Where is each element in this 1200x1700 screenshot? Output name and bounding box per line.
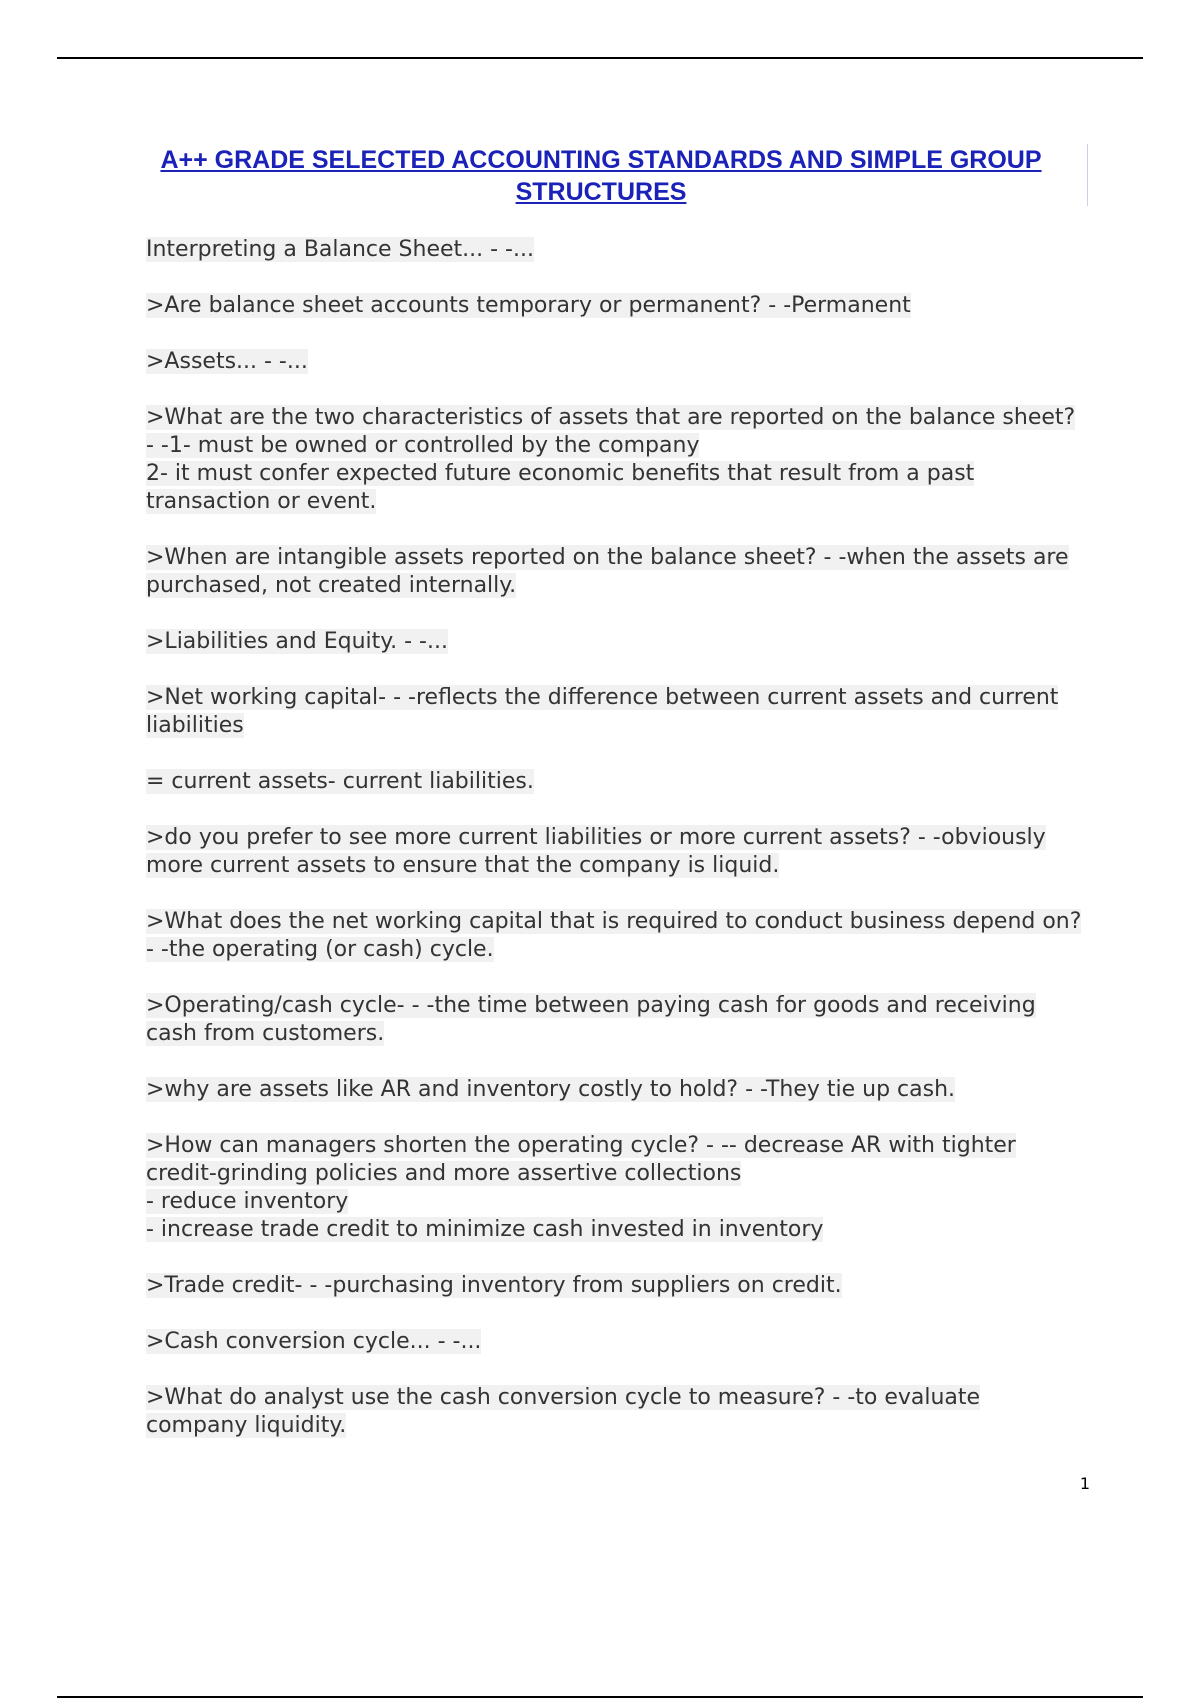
paragraph-liabilities-equity: >Liabilities and Equity. - -...: [146, 629, 448, 654]
document-title: A++ GRADE SELECTED ACCOUNTING STANDARDS AND SIMPLE GROUP STRUCTURES: [160, 146, 1042, 206]
paragraph-intangible-assets: >When are intangible assets reported on the balance sheet? - -when the assets are purchased, not created internally.: [146, 545, 1069, 598]
paragraph-nwc-dependency: >What does the net working capital that is required to conduct business depend on? - -the operating (or cash) cycle.: [146, 909, 1082, 962]
paragraph-balance-sheet-intro: Interpreting a Balance Sheet... - -...: [146, 237, 534, 262]
document-body: [146, 236, 1086, 1468]
paragraph-trade-credit: >Trade credit- - -purchasing inventory from suppliers on credit.: [146, 1273, 842, 1298]
footer-rule: [57, 1696, 1143, 1698]
header-rule: [57, 57, 1143, 59]
paragraph-operating-cycle: >Operating/cash cycle- - -the time between paying cash for goods and receiving cash from customers.: [146, 993, 1036, 1046]
paragraph-cash-conversion-cycle: >Cash conversion cycle... - -...: [146, 1329, 482, 1354]
paragraph-shorten-cycle: >How can managers shorten the operating cycle? - -- decrease AR with tighter credit-grinding policies and more assertive collections - reduce inventory - increase trade credit to minimize cash invested in inventory: [146, 1133, 1016, 1242]
paragraph-asset-characteristics: >What are the two characteristics of assets that are reported on the balance sheet? - -1- must be owned or controlled by the company 2- it must confer expected future economic benefits that result from a past transaction or event.: [146, 405, 1076, 514]
paragraph-temporary-permanent: >Are balance sheet accounts temporary or permanent? - -Permanent: [146, 293, 911, 318]
paragraph-current-preference: >do you prefer to see more current liabilities or more current assets? - -obviously more current assets to ensure that the company is liquid.: [146, 825, 1046, 878]
paragraph-nwc-formula: = current assets- current liabilities.: [146, 769, 534, 794]
margin-marker: [1087, 144, 1088, 206]
paragraph-ccc-measure: >What do analyst use the cash conversion cycle to measure? - -to evaluate company liquidity.: [146, 1385, 981, 1438]
paragraph-net-working-capital: >Net working capital- - -reflects the difference between current assets and current liabilities: [146, 685, 1059, 738]
paragraph-assets: >Assets... - -...: [146, 349, 308, 374]
page-number: 1: [1079, 1474, 1090, 1493]
paragraph-costly-assets: >why are assets like AR and inventory costly to hold? - -They tie up cash.: [146, 1077, 956, 1102]
